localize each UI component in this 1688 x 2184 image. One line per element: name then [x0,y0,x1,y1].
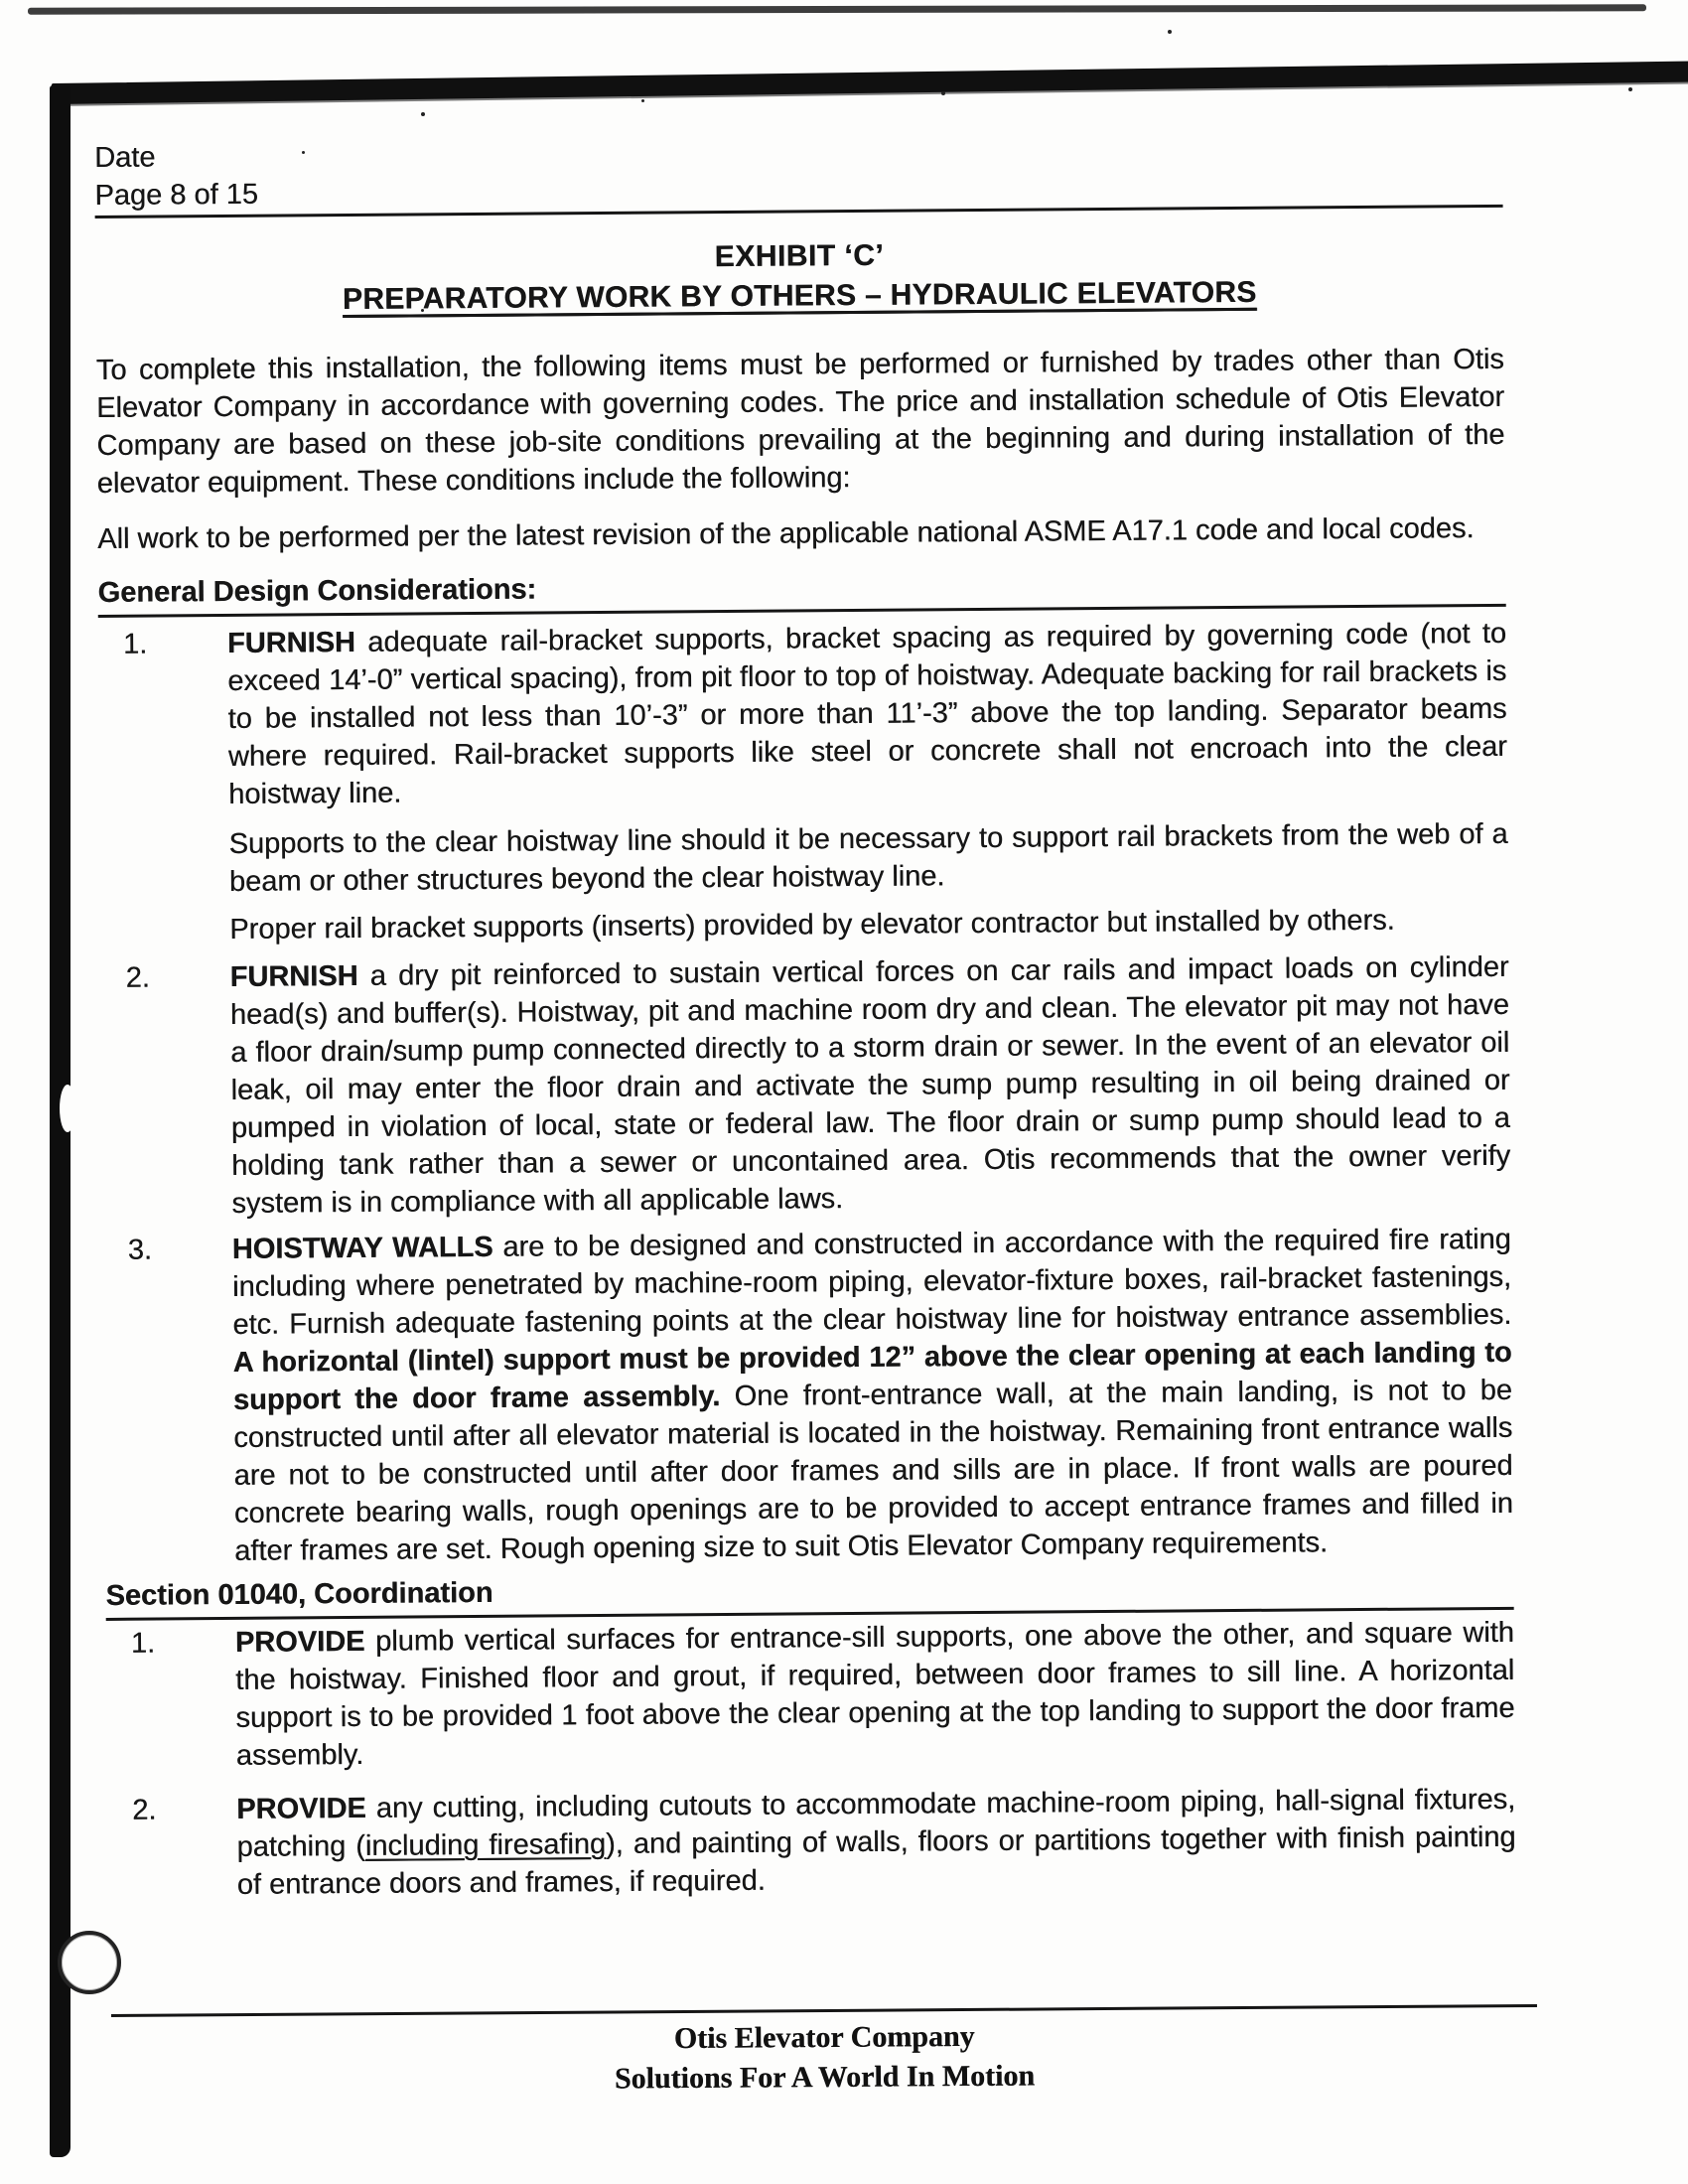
item-text [229,948,1510,1223]
item-subparagraph: Proper rail bracket supports (inserts) provided by elevator contractor but installed by others. [229,904,1395,946]
item-underlined-phrase: including firesafing [364,1828,607,1862]
item-body: plumb vertical surfaces for entrance-sill supports, one above the other, and square with the hoistway. Finished floor and grout, if required, between door frames to sill line. A horizontal support is to be provided 1 foot above the clear opening at the top landing to support the door frame assembly. [235,1616,1515,1772]
item-body: One front-entrance wall, at the main landing, is not to be constructed until after all elevator material is located in the hoistway. Remaining front entrance walls are not to be constructed until after door frames and sills are in place. If front walls are poured concrete bearing walls, rough openings are to be provided to accept entrance frames and filled in after frames are set. Rough opening size to suit Otis Elevator Company requirements. [233,1374,1513,1567]
item-lead: PROVIDE [234,1625,365,1659]
item-lead: PROVIDE [236,1792,366,1825]
list-item [98,615,1507,814]
item-body: any cutting, including cutouts to accommodate machine-room piping, hall-signal fixtures, patching ( [236,1783,1516,1863]
scan-artifact-left-band-notch [60,1085,75,1132]
scan-speckle [1168,30,1172,34]
item-number: 1. [122,628,148,660]
item-lead: HOISTWAY WALLS [231,1231,493,1265]
punch-hole-mark [58,1931,121,1994]
scan-artifact-top-bar [52,61,1688,104]
codes-paragraph: All work to be performed per the latest revision of the applicable national ASME A17.1 code and local codes. [97,512,1475,555]
item-subparagraph: Supports to the clear hoistway line should it be necessary to support rail brackets from the web of a beam or other structures beyond the clear hoistway line. [228,817,1508,898]
item-body: ), and painting of walls, floors or partitions together with finish painting of entrance doors and frames, if required. [236,1820,1516,1901]
company-name: Otis Elevator Company [673,2019,975,2056]
item-lead: FURNISH [226,626,356,659]
document-page [94,128,1516,1905]
item-text [227,615,1507,813]
title-block [95,231,1504,322]
scan-speckle [641,99,644,102]
scan-speckle [421,112,425,116]
item-lead: FURNISH [229,959,358,993]
company-tagline: Solutions For A World In Motion [614,2059,1036,2096]
item-body: a dry pit reinforced to sustain vertical forces on car rails and impact loads on cylinder head(s) and buffer(s). Hoistway, pit and machine room dry and clean. The elevator pit may not have a floor drain/sump pump connected directly to a storm drain or sewer. In the event of an elevator oil leak, oil may enter the floor drain and activate the sump pump resulting in oil being drained or pumped in violation of local, state or federal law. The floor drain or sump pump should lead to a holding tank rather than a sewer or uncontained area. Otis recommends that the owner verify system is in compliance with all applicable laws. [229,950,1511,1220]
item-number: 1. [130,1627,156,1660]
section-heading-general: General Design Considerations: [97,563,1505,618]
document-title: PREPARATORY WORK BY OTHERS – HYDRAULIC ELEVATORS [342,275,1257,317]
item-text [236,1781,1516,1904]
item-text [235,1614,1515,1775]
list-item [106,1614,1515,1776]
list-item [100,948,1510,1224]
item-number: 3. [127,1234,153,1266]
scan-artifact-top-edge [28,4,1646,14]
exhibit-title: EXHIBIT ‘C’ [714,238,885,274]
scan-speckle [941,91,945,95]
scan-speckle [1628,87,1632,91]
list-item [107,1781,1516,1905]
item-text [232,1221,1514,1570]
page-number: Page 8 of 15 [94,178,259,212]
item-bold-sentence: A horizontal (lintel) support must be provided 12” above the clear opening at each landing to support the door frame assembly. [232,1336,1512,1416]
intro-paragraph: To complete this installation, the following items must be performed or furnished by trades other than Otis Elevator Company in accordance with governing codes. The price and installation schedule of Otis Elevator Company are based on these job-site conditions prevailing at the beginning and during installation of the elevator equipment. These conditions include the following: [95,343,1505,500]
section-heading-coordination: Section 01040, Coordination [105,1566,1513,1621]
item-body: are to be designed and constructed in accordance with the required fire rating including where penetrated by machine-room piping, elevator-fixture boxes, rail-bracket fastenings, etc. Furnish adequate fastening points at the clear hoistway line for hoistway entrance assemblies. [231,1223,1512,1341]
item-number: 2. [132,1794,157,1826]
date-label: Date [94,141,156,174]
page-footer [111,2004,1538,2103]
list-item [103,1221,1514,1571]
item-body: adequate rail-bracket supports, bracket spacing as required by governing code (not to exceed 14’-0” vertical spacing), from pit floor to top of hoistway. Adequate backing for rail brackets is to be installed not less than 10’-3” or more than 11’-3” above the top landing. Separator beams where required. Rail-bracket supports like steel or concrete shall not encroach into the clear hoistway line. [227,617,1507,810]
item-number: 2. [125,961,150,994]
